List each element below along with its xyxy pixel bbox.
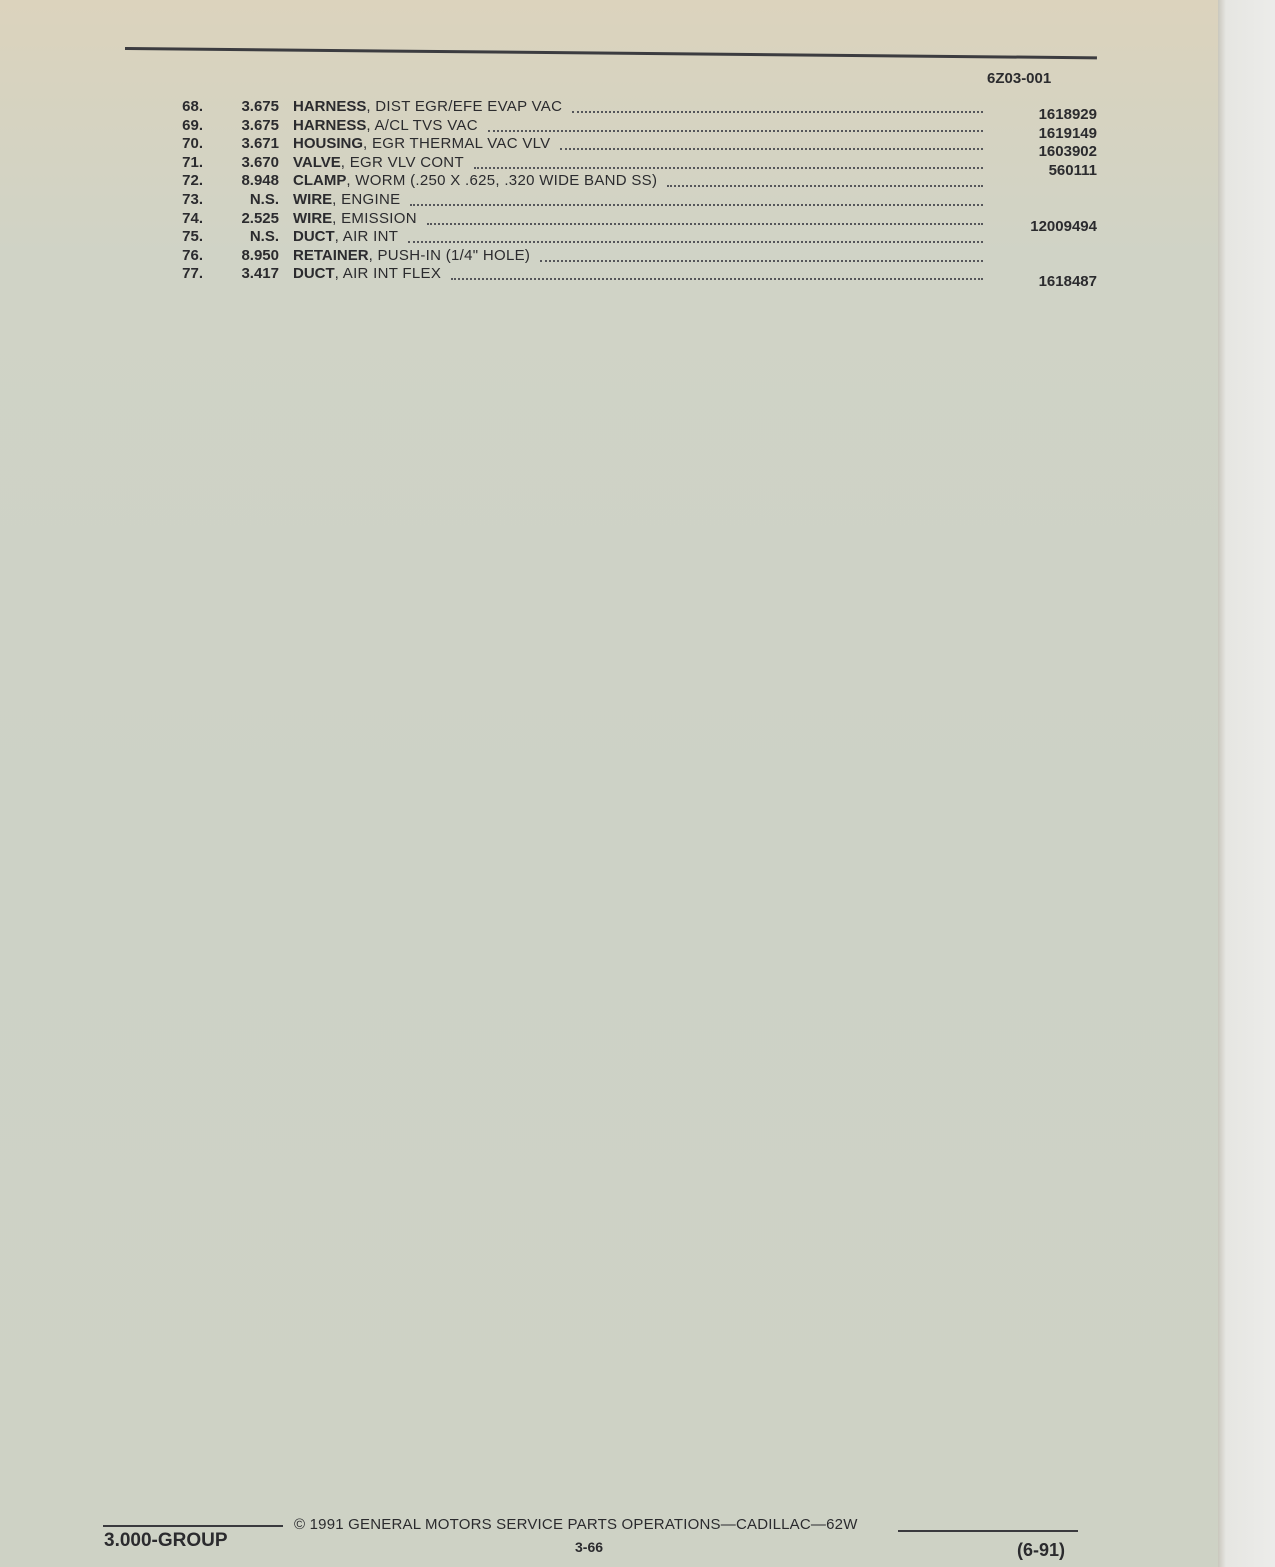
top-rule bbox=[125, 47, 1097, 59]
group-number: 3.675 bbox=[241, 98, 279, 115]
dot-leader bbox=[408, 227, 983, 243]
item-name: CLAMP bbox=[293, 172, 347, 190]
item-detail: , EGR THERMAL VAC VLV bbox=[363, 135, 551, 153]
footer-copyright: © 1991 GENERAL MOTORS SERVICE PARTS OPERATIONS—CADILLAC—62W bbox=[294, 1516, 858, 1533]
group-number: N.S. bbox=[249, 191, 279, 208]
item-description bbox=[293, 134, 987, 154]
group-number: 8.948 bbox=[241, 172, 279, 190]
item-description bbox=[293, 209, 987, 229]
part-number: 12009494 bbox=[1030, 217, 1097, 235]
item-name: DUCT bbox=[293, 228, 335, 246]
page-edge bbox=[1218, 0, 1275, 1567]
item-number: 73. bbox=[182, 191, 203, 208]
item-description bbox=[293, 227, 987, 247]
page-code: 6Z03-001 bbox=[987, 70, 1052, 87]
list-item bbox=[165, 153, 1097, 179]
list-item bbox=[165, 97, 1097, 123]
list-item bbox=[165, 227, 1097, 247]
part-number: 1619149 bbox=[1038, 124, 1097, 142]
item-description bbox=[293, 97, 987, 117]
item-detail: , WORM (.250 X .625, .320 WIDE BAND SS) bbox=[346, 172, 658, 190]
item-description bbox=[293, 264, 987, 284]
item-description bbox=[293, 171, 987, 191]
item-number: 72. bbox=[182, 172, 203, 190]
dot-leader bbox=[410, 190, 983, 206]
dot-leader bbox=[540, 246, 983, 262]
list-item bbox=[165, 134, 1097, 161]
item-number: 77. bbox=[182, 265, 203, 283]
footer-group: 3.000-GROUP bbox=[104, 1530, 228, 1551]
group-number: 3.670 bbox=[241, 153, 279, 171]
item-name: RETAINER bbox=[293, 246, 369, 264]
list-item bbox=[165, 190, 1097, 210]
footer-rule-right bbox=[898, 1530, 1078, 1532]
item-detail: , AIR INT FLEX bbox=[334, 265, 442, 283]
item-description bbox=[293, 116, 987, 136]
group-number: 3.417 bbox=[241, 265, 279, 283]
item-detail: , PUSH-IN (1/4" HOLE) bbox=[368, 246, 531, 264]
item-name: HARNESS bbox=[293, 98, 367, 115]
item-name: WIRE bbox=[293, 209, 333, 227]
item-description bbox=[293, 153, 987, 173]
group-number: 3.675 bbox=[241, 116, 279, 134]
item-number: 68. bbox=[182, 98, 203, 115]
dot-leader bbox=[474, 153, 983, 169]
dot-leader bbox=[560, 134, 983, 150]
part-number: 1603902 bbox=[1038, 143, 1097, 161]
item-number: 71. bbox=[182, 153, 203, 171]
group-number: 2.525 bbox=[241, 209, 279, 227]
item-number: 75. bbox=[182, 228, 203, 246]
group-number: N.S. bbox=[249, 228, 279, 246]
item-name: WIRE bbox=[293, 191, 333, 208]
item-name: HOUSING bbox=[293, 135, 364, 153]
list-item bbox=[165, 171, 1097, 191]
dot-leader bbox=[572, 97, 983, 113]
part-number: 1618929 bbox=[1038, 106, 1097, 123]
item-detail: , A/CL TVS VAC bbox=[366, 116, 478, 134]
item-number: 76. bbox=[182, 246, 203, 264]
list-item bbox=[165, 209, 1097, 235]
item-description bbox=[293, 246, 987, 266]
dot-leader bbox=[667, 171, 983, 187]
list-item bbox=[165, 116, 1097, 142]
item-detail: , DIST EGR/EFE EVAP VAC bbox=[366, 98, 563, 115]
dot-leader bbox=[427, 209, 983, 225]
item-number: 69. bbox=[182, 116, 203, 134]
item-name: HARNESS bbox=[293, 116, 367, 134]
item-detail: , ENGINE bbox=[332, 191, 401, 208]
list-item bbox=[165, 264, 1097, 291]
item-description bbox=[293, 190, 987, 210]
dot-leader bbox=[451, 264, 983, 280]
item-detail: , EGR VLV CONT bbox=[340, 153, 464, 171]
group-number: 8.950 bbox=[241, 246, 279, 264]
item-name: DUCT bbox=[293, 265, 335, 283]
dot-leader bbox=[488, 116, 983, 132]
item-name: VALVE bbox=[293, 153, 341, 171]
list-item bbox=[165, 246, 1097, 266]
footer-rule-left bbox=[103, 1525, 283, 1527]
item-number: 70. bbox=[182, 135, 203, 153]
footer-page-number: 3-66 bbox=[575, 1539, 604, 1555]
item-number: 74. bbox=[182, 209, 203, 227]
footer-date: (6-91) bbox=[1017, 1540, 1066, 1560]
group-number: 3.671 bbox=[241, 135, 279, 153]
item-detail: , EMISSION bbox=[332, 209, 417, 227]
part-number: 560111 bbox=[1048, 161, 1097, 179]
part-number: 1618487 bbox=[1038, 273, 1097, 291]
item-detail: , AIR INT bbox=[334, 228, 399, 246]
